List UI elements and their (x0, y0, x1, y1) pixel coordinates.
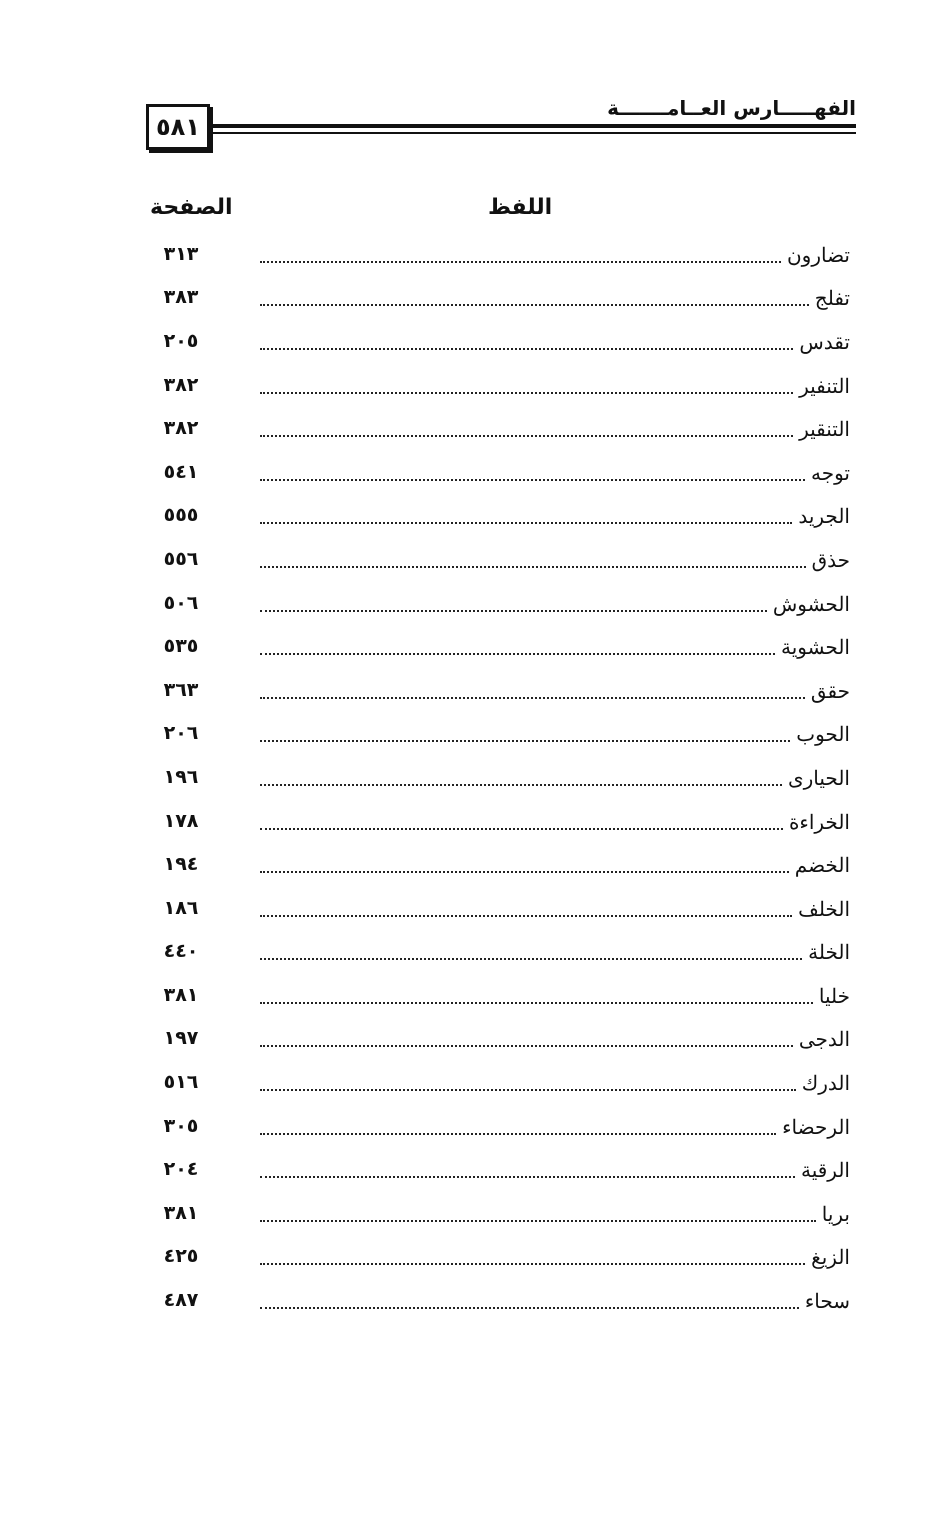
entry-page-number: ٤٨٧ (163, 1289, 199, 1312)
entry-page-number: ١٩٤ (163, 853, 199, 876)
entry-line (260, 1156, 850, 1182)
entry-line (260, 851, 850, 877)
entry-page-number: ٥٥٥ (163, 504, 199, 527)
index-entry (150, 450, 850, 494)
index-entry (150, 712, 850, 756)
entry-word: الحيارى (787, 765, 850, 790)
dot-leader (260, 851, 789, 873)
index-entry (150, 886, 850, 930)
entry-line (260, 764, 850, 790)
index-entry (150, 1060, 850, 1104)
dot-leader (260, 1243, 805, 1265)
index-entry (150, 799, 850, 843)
entry-word: الخلف (798, 896, 850, 921)
dot-leader (260, 982, 813, 1004)
dot-leader (260, 372, 793, 394)
index-entry (150, 1104, 850, 1148)
entry-page-number: ٣٨١ (163, 983, 199, 1006)
index-entry (150, 537, 850, 581)
entry-word: حذق (811, 547, 850, 572)
entry-page-number: ٢٠٦ (163, 722, 199, 745)
entry-line (260, 284, 850, 310)
entry-page-number: ٤٢٥ (163, 1245, 199, 1268)
entry-word: الرقية (800, 1158, 850, 1183)
entry-page-number: ٥٥٦ (163, 547, 199, 570)
entry-line (260, 895, 850, 921)
index-entry (150, 232, 850, 276)
index-entry (150, 1278, 850, 1322)
header-rule-thin (212, 132, 856, 134)
dot-leader (260, 720, 790, 742)
index-entry (150, 581, 850, 625)
running-header (146, 96, 856, 152)
entry-word: التنقير (799, 417, 850, 442)
entry-line (260, 1025, 850, 1051)
index-entry (150, 1017, 850, 1061)
dot-leader (260, 1069, 796, 1091)
entry-line (260, 415, 850, 441)
dot-leader (260, 1287, 799, 1309)
entry-word: الجريد (798, 504, 850, 529)
entry-word: سحاء (804, 1289, 850, 1314)
page-number: ٥٨١ (156, 113, 200, 141)
dot-leader (260, 633, 775, 655)
dot-leader (260, 590, 767, 612)
column-heading-word: اللفظ (488, 195, 553, 220)
dot-leader (260, 546, 806, 568)
dot-leader (260, 1113, 776, 1135)
entry-line (260, 459, 850, 485)
dot-leader (260, 1025, 793, 1047)
entry-word: تقدس (799, 329, 850, 354)
entry-word: الزيغ (811, 1245, 850, 1270)
header-rule-thick (212, 124, 856, 128)
index-entry (150, 494, 850, 538)
entry-page-number: ٣١٣ (163, 242, 199, 265)
page-number-box (146, 104, 210, 150)
entry-page-number: ٣٨١ (163, 1201, 199, 1224)
entry-word: خليا (818, 983, 850, 1008)
index-entry (150, 842, 850, 886)
entry-page-number: ٣٨٢ (163, 373, 199, 396)
entry-page-number: ٤٤٠ (163, 940, 199, 963)
entry-line (260, 808, 850, 834)
entry-page-number: ٥٤١ (163, 460, 199, 483)
entry-word: التنفير (799, 373, 850, 398)
entry-line (260, 720, 850, 746)
dot-leader (260, 328, 793, 350)
entry-page-number: ١٩٦ (163, 765, 199, 788)
dot-leader (260, 764, 782, 786)
index-entry (150, 1147, 850, 1191)
entry-line (260, 328, 850, 354)
entry-page-number: ٣٠٥ (163, 1114, 199, 1137)
entry-word: الدجى (798, 1027, 850, 1052)
index-entry (150, 668, 850, 712)
entry-word: حقق (810, 678, 850, 703)
entry-line (260, 1200, 850, 1226)
entry-word: تفلج (814, 286, 850, 311)
index-entry (150, 1235, 850, 1279)
index-entry (150, 276, 850, 320)
entry-word: الخلة (808, 940, 850, 965)
column-heading-page: الصفحة (150, 195, 233, 220)
dot-leader (260, 808, 783, 830)
entry-page-number: ٣٨٢ (163, 417, 199, 440)
entry-page-number: ٢٠٥ (163, 329, 199, 352)
entry-word: توجه (811, 460, 850, 485)
entry-line (260, 502, 850, 528)
entry-word: تضارون (786, 242, 850, 267)
entry-page-number: ٣٨٣ (163, 286, 199, 309)
entry-page-number: ٥٣٥ (163, 635, 199, 658)
dot-leader (260, 1200, 816, 1222)
index-entry (150, 930, 850, 974)
entry-word: الدرك (801, 1071, 850, 1096)
index-entry (150, 406, 850, 450)
entry-page-number: ٥١٦ (163, 1071, 199, 1094)
dot-leader (260, 895, 792, 917)
entry-line (260, 241, 850, 267)
entry-line (260, 1113, 850, 1139)
entry-page-number: ٣٦٣ (163, 678, 199, 701)
entry-line (260, 938, 850, 964)
dot-leader (260, 241, 781, 263)
index-entry (150, 973, 850, 1017)
entry-page-number: ٢٠٤ (163, 1158, 199, 1181)
entry-line (260, 590, 850, 616)
index-entries-list (150, 232, 850, 1322)
entry-line (260, 1069, 850, 1095)
dot-leader (260, 677, 805, 699)
index-entry (150, 363, 850, 407)
index-entry (150, 1191, 850, 1235)
entry-word: الحشوية (780, 635, 850, 660)
entry-page-number: ١٨٦ (163, 896, 199, 919)
entry-line (260, 1243, 850, 1269)
index-entry (150, 319, 850, 363)
header-title: الفهـــــارس العــامـــــــة (607, 96, 856, 120)
entry-word: الحوب (796, 722, 850, 747)
entry-line (260, 982, 850, 1008)
dot-leader (260, 938, 802, 960)
entry-line (260, 677, 850, 703)
dot-leader (260, 502, 792, 524)
entry-word: الحشوش (772, 591, 850, 616)
entry-page-number: ٥٠٦ (163, 591, 199, 614)
entry-word: الخراءة (788, 809, 850, 834)
entry-word: الخضم (794, 853, 850, 878)
entry-word: بريا (821, 1201, 850, 1226)
entry-word: الرحضاء (782, 1114, 850, 1139)
entry-line (260, 633, 850, 659)
entry-page-number: ١٧٨ (163, 809, 199, 832)
entry-line (260, 372, 850, 398)
dot-leader (260, 415, 793, 437)
entry-page-number: ١٩٧ (163, 1027, 199, 1050)
dot-leader (260, 284, 809, 306)
entry-line (260, 546, 850, 572)
index-entry (150, 624, 850, 668)
dot-leader (260, 1156, 795, 1178)
entry-line (260, 1287, 850, 1313)
dot-leader (260, 459, 805, 481)
index-entry (150, 755, 850, 799)
